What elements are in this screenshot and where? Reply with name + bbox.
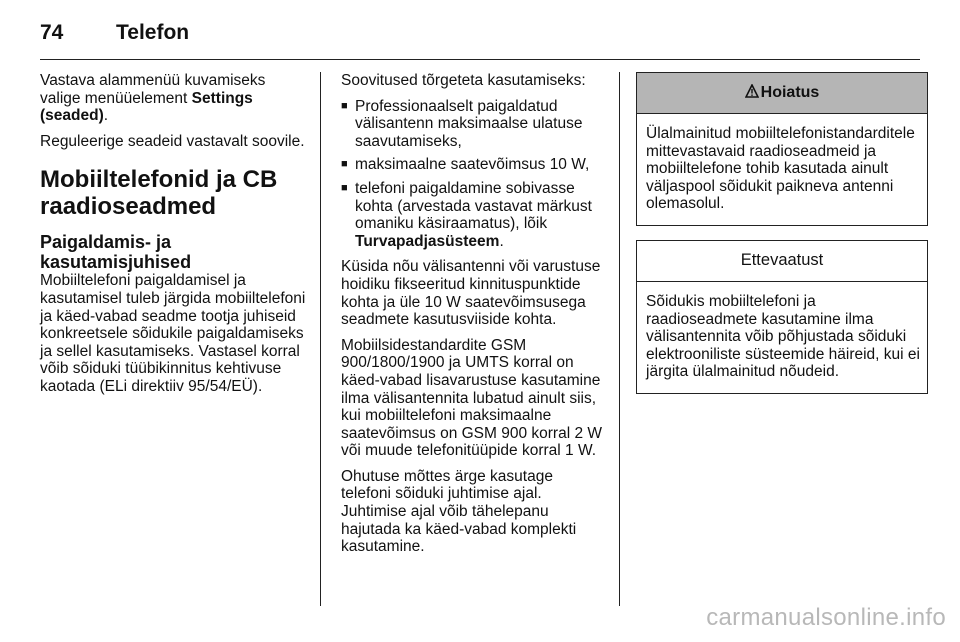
settings-period: . xyxy=(103,107,109,125)
column-divider-1 xyxy=(320,72,321,606)
header-divider xyxy=(40,59,920,60)
recommendations-list xyxy=(341,98,603,251)
recommendations-intro: Soovitused tõrgeteta kasutamiseks: xyxy=(341,72,586,89)
section-heading: Mobiiltelefonid ja CB raadioseadmed xyxy=(40,166,278,221)
list-item: ■ maksimaalne saatevõimsus 10 W, xyxy=(341,156,603,174)
settings-paragraph xyxy=(40,72,308,125)
column-middle xyxy=(341,72,603,564)
list-item-text: telefoni paigaldamine sobivasse kohta (arvestada vastavat märkust omaniku käsiraamatus), lõik xyxy=(355,179,592,233)
chapter-title: Telefon xyxy=(116,21,190,44)
warning-header xyxy=(637,73,927,114)
airbag-section-ref: Turvapadjasüsteem xyxy=(355,232,500,250)
warning-title: Hoiatus xyxy=(760,84,820,102)
settings-menu-item: Settings (seaded) xyxy=(40,89,253,125)
warning-triangle-icon xyxy=(745,84,759,102)
column-left xyxy=(40,72,308,404)
column-divider-2 xyxy=(619,72,620,606)
settings-text: Vastava alammenüü kuvamiseks valige menüüelement xyxy=(40,72,266,107)
page-header xyxy=(40,18,189,48)
safety-paragraph: Ohutuse mõttes ärge kasutage telefoni sõiduki juhtimise ajal. Juhtimise ajal võib tähelepanu hajutada ka käed-vabad komplekti kasutamine. xyxy=(341,467,577,556)
list-item: ■ Professionaalselt paigaldatud välisantenn maksimaalse ulatuse saavutamiseks, xyxy=(341,98,603,151)
warning-body: Ülalmainitud mobiiltelefonistandarditele mittevastavaid raadioseadmeid ja mobiiltelefone tohib kasutada ainult väljaspool sõidukit paikneva antenni olemasolul. xyxy=(646,125,915,213)
subsection-heading: Paigaldamis- ja kasutamisjuhised xyxy=(40,232,192,273)
list-item xyxy=(341,180,603,250)
adjust-paragraph: Reguleerige seadeid vastavalt soovile. xyxy=(40,132,305,150)
page-number: 74 xyxy=(40,21,64,44)
watermark: carmanualsonline.info xyxy=(706,604,946,631)
gsm-paragraph: Mobiilsidestandardite GSM 900/1800/1900 ja UMTS korral on käed-vabad lisavarustuse kasutamine ilma välisantennita lubatud ainult siis, kui mobiiltelefoni maksimaalne saatevõimsus on GSM 900 korral 2 W või muude telefonitüüpide korral 1 W. xyxy=(341,336,603,460)
warning-box xyxy=(636,72,928,226)
list-item-period: . xyxy=(499,232,504,250)
installation-paragraph: Mobiiltelefoni paigaldamisel ja kasutamisel tuleb järgida mobiiltelefoni ja käed-vabad seadme tootja juhiseid konkreetsele sõidukile paigaldamiseks ja sellel kasutamiseks. Vastasel korral võib sõiduki tüübikinnitus kehtivuse kaotada (ELi direktiiv 95/54/EÜ). xyxy=(40,272,306,395)
caution-header: Ettevaatust xyxy=(637,241,927,282)
antenna-paragraph: Küsida nõu välisantenni või varustuse hoidiku fikseeritud kinnituspunktide kohta ja üle 10 W saatevõimsusega seadmete kasutusviiside kohta. xyxy=(341,258,601,329)
caution-box xyxy=(636,240,928,394)
caution-body: Sõidukis mobiiltelefoni ja raadioseadmete kasutamine ilma välisantennita võib põhjustada sõiduki elektrooniliste süsteemide häireid, kui ei järgita ülalmainitud nõudeid. xyxy=(646,292,920,381)
column-right xyxy=(636,72,928,408)
